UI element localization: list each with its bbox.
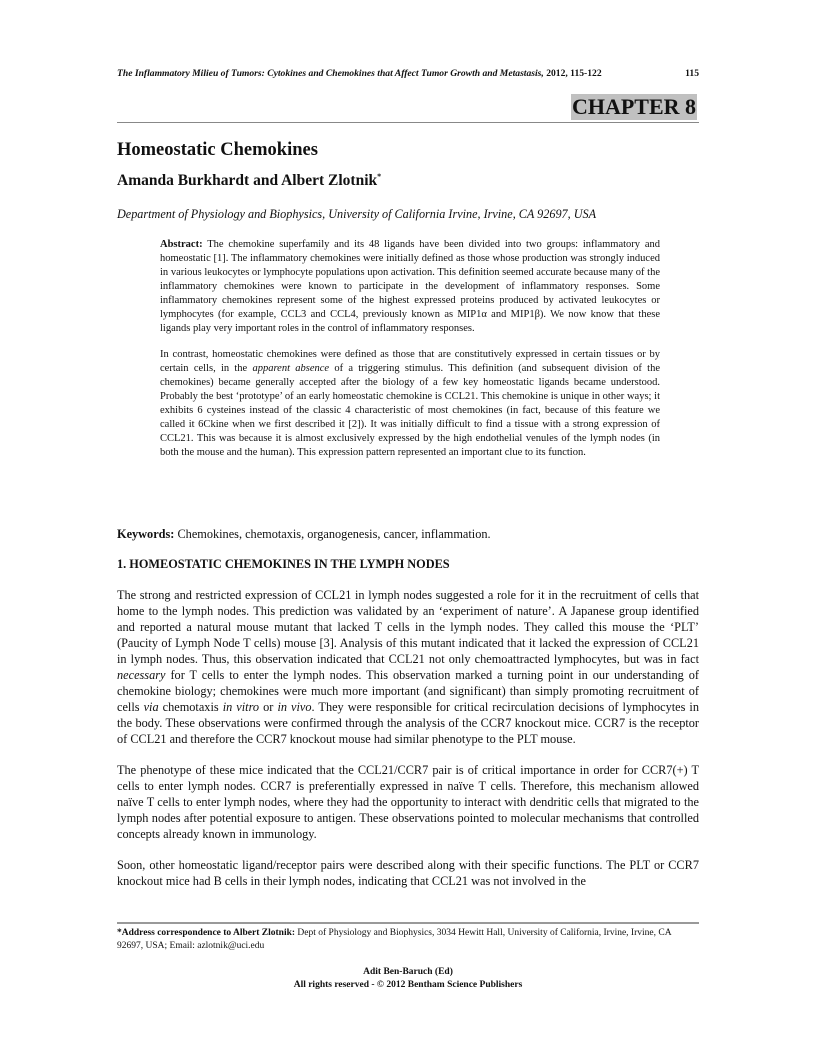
body-paragraph: The phenotype of these mice indicated that the CCL21/CCR7 pair is of critical importance in order for CCR7(+) T cells to enter lymph nodes. CCR7 is preferentially expressed in naïve T cells. Therefore, this mechanism allowed naïve T cells to enter lymph nodes, where they had the opportunity to interact with dendritic cells that migrated to the lymph nodes after potential exposure to antigen. These observations pointed to molecular mechanisms that controlled concepts already known in immunology. [117, 763, 699, 841]
abstract-paragraph [160, 238, 660, 336]
emphasis: in vitro [222, 700, 260, 714]
abstract-label: Abstract: [160, 239, 203, 250]
body-text [117, 587, 699, 904]
abstract-text: of a triggering stimulus. This definition (and subsequent division of the chemokines) became generally accepted after the biology of a few key homeostatic ligands became understood. Probably the best ‘prototype’ of an early homeostatic chemokine is CCL21. This chemokine is unique in other ways; it exhibits 6 cysteines instead of the classic 4 characteristic of most chemokines (in fact, because of this feature we called it 6Ckine when we first described it [2]). It was initially difficult to find a tissue with a strong expression of CCL21. This was because it is almost exclusively expressed by the high endothelial venules of the lymph nodes (in both the mouse and the human). This expression pattern represented an important clue to its function. [160, 363, 660, 458]
text-run: or [259, 700, 278, 714]
author-names: Amanda Burkhardt and Albert Zlotnik [117, 172, 378, 190]
emphasis: in vivo [277, 700, 312, 714]
year-pages: 2012, 115-122 [543, 68, 602, 79]
abstract [160, 238, 660, 472]
affiliation: Department of Physiology and Biophysics, University of California Irvine, Irvine, CA 92697, USA [117, 207, 597, 221]
body-paragraph: Soon, other homeostatic ligand/receptor pairs were described along with their specific functions. The PLT or CCR7 knockout mice had B cells in their lymph nodes, indicating that CCL21 was not involved in the [117, 858, 699, 888]
abstract-paragraph [160, 348, 660, 460]
text-run: . They were responsible for critical recirculation decisions of lymphocytes in the body. These observations were confirmed through the analysis of the CCR7 knockout mice. CCR7 is the receptor of CCL21 and therefore the CCR7 knockout mouse had similar phenotype to the PLT mouse. [117, 700, 699, 746]
text-run: for T cells to enter the lymph nodes. This observation marked a turning point in our understanding of chemokine biology; chemokines were much more important (and significant) than simply promoting recruitment of cells [117, 668, 699, 714]
emphasis: via [143, 700, 159, 714]
editor-line: Adit Ben-Baruch (Ed) [363, 967, 453, 977]
keywords-label: Keywords: [117, 527, 175, 541]
imprint [117, 966, 699, 992]
rights-line: All rights reserved - © 2012 Bentham Science Publishers [293, 980, 523, 990]
emphasis: apparent absence [252, 363, 330, 374]
keywords-text: Chemokines, chemotaxis, organogenesis, cancer, inflammation. [174, 527, 491, 541]
authors [117, 172, 381, 190]
abstract-text: In contrast, homeostatic chemokines were defined as those that are constitutively expressed in certain tissues or by certain cells, in the [160, 349, 660, 374]
footnote [117, 927, 699, 953]
header-rule [117, 122, 699, 123]
chapter-label: CHAPTER 8 [571, 94, 696, 119]
page-number: 115 [685, 68, 699, 79]
journal-title: The Inflammatory Milieu of Tumors: Cytokines and Chemokines that Affect Tumor Growth and Metastasis, [117, 68, 544, 79]
emphasis: necessary [117, 668, 166, 682]
correspondence-mark: * [377, 172, 382, 181]
footnote-label: *Address correspondence to Albert Zlotnik: [117, 928, 296, 938]
footnote-text: Dept of Physiology and Biophysics, 3034 Hewitt Hall, University of California, Irvine, Irvine, CA 92697, USA; Email: azlotnik@uci.edu [117, 928, 672, 951]
keywords [117, 527, 491, 542]
text-run: The strong and restricted expression of CCL21 in lymph nodes suggested a role for it in the recruitment of cells that home to the lymph nodes. This prediction was validated by an ‘experiment of nature’. A Japanese group identified and reported a natural mouse mutant that lacked T cells in the lymph nodes. They called this mouse the ‘PLT’ (Paucity of Lymph Node T cells) mouse [3]. Analysis of this mutant indicated that it lacked the expression of CCL21 in lymph nodes. Thus, this observation indicated that CCL21 not only chemoattracted lymphocytes, but was in fact [117, 588, 699, 666]
chapter-title: Homeostatic Chemokines [117, 140, 318, 160]
section-heading: 1. HOMEOSTATIC CHEMOKINES IN THE LYMPH NODES [117, 557, 450, 571]
footnote-rule [117, 922, 699, 924]
body-paragraph [117, 587, 699, 747]
running-head [117, 68, 699, 79]
text-run: chemotaxis [158, 700, 223, 714]
abstract-text: The chemokine superfamily and its 48 ligands have been divided into two groups: inflammatory and homeostatic [1]. The inflammatory chemokines were initially defined as those whose production was strongly induced in various leukocytes or lymphocyte populations upon activation. This definition seemed accurate because many of the inflammatory chemokines were known to participate in the development of inflammatory responses. Some inflammatory chemokines represent some of the highest expressed proteins produced by activated leukocytes or lymphocytes (for example, CCL3 and CCL4, previously known as MIP1α and MIP1β). We now know that these ligands play very important roles in the control of inflammatory responses. [160, 239, 660, 334]
